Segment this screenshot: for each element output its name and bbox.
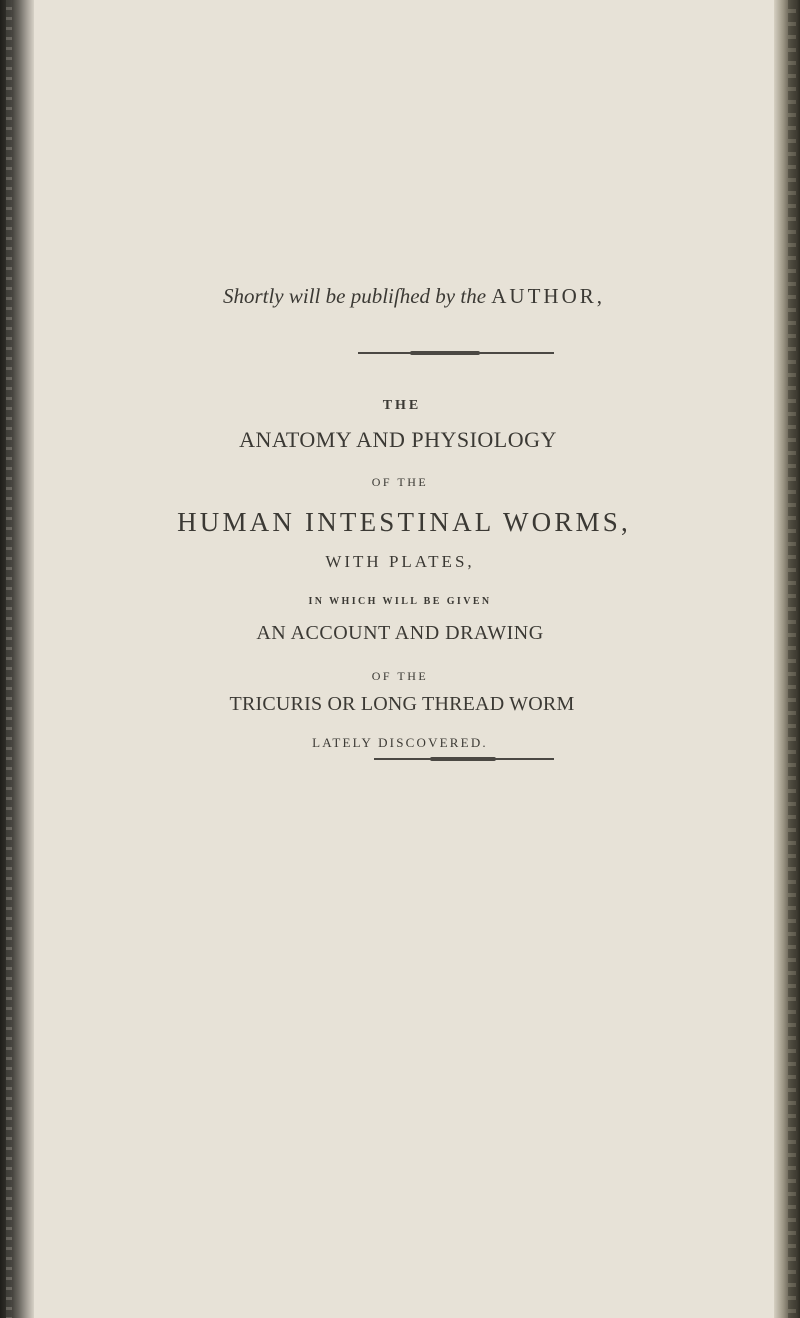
announcement-lead: Shortly will be publiſhed by the <box>222 284 487 308</box>
page-right-edge <box>774 0 800 1318</box>
title-with-plates: WITH PLATES, <box>325 552 475 571</box>
ornamental-rule-top <box>358 352 554 354</box>
title-of-the-1: OF THE <box>371 475 429 489</box>
book-spine-edge <box>0 0 34 1318</box>
title-account-drawing: AN ACCOUNT AND DRAWING <box>256 622 544 644</box>
title-the: THE <box>382 398 422 413</box>
title-of-the-2: OF THE <box>371 669 429 683</box>
title-anatomy-physiology: ANATOMY AND PHYSIOLOGY <box>239 427 557 452</box>
announcement-author: AUTHOR, <box>491 284 606 308</box>
title-lately-discovered: LATELY DISCOVERED. <box>312 735 488 750</box>
ornamental-rule-bottom <box>374 758 554 760</box>
title-in-which: IN WHICH WILL BE GIVEN <box>308 596 492 607</box>
title-human-intestinal-worms: HUMAN INTESTINAL WORMS, <box>177 507 631 537</box>
announcement-line <box>14 284 800 309</box>
title-tricuris: TRICURIS OR LONG THREAD WORM <box>229 693 575 715</box>
